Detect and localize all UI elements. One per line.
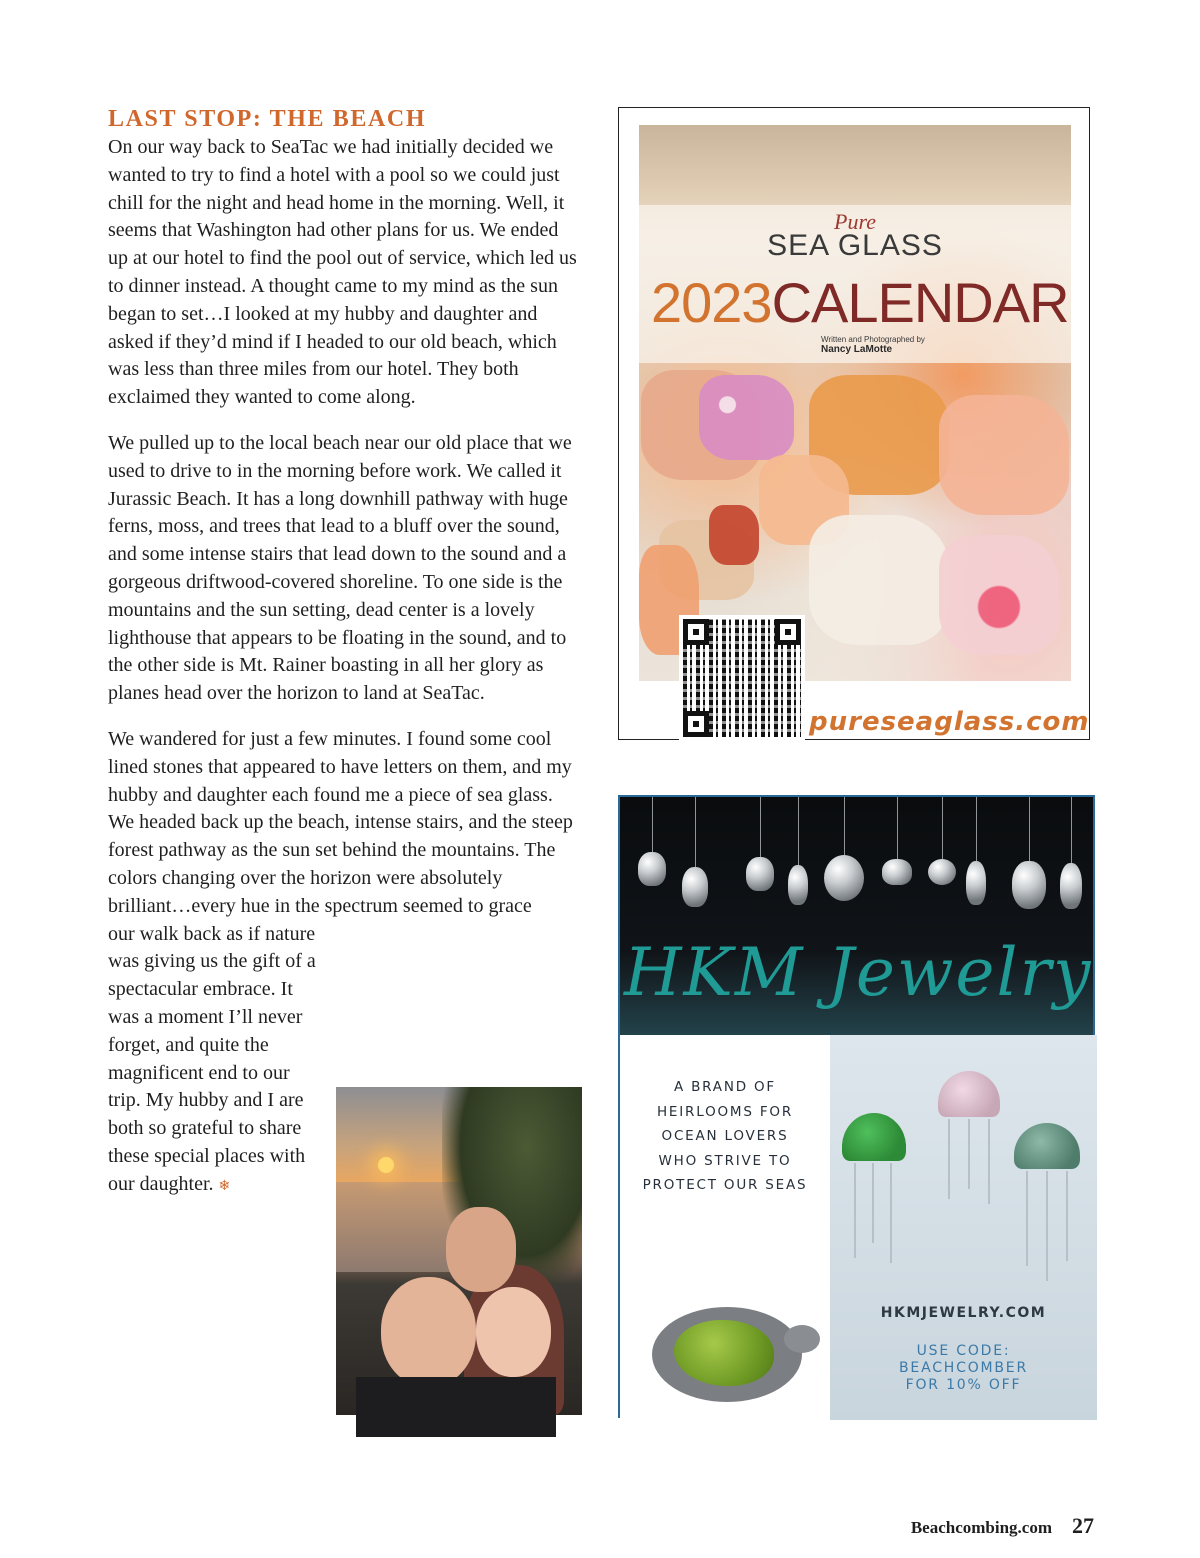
shell-pendant-icon [928, 797, 956, 885]
end-of-article-icon: ❄ [218, 1178, 231, 1194]
sea-glass-piece [939, 395, 1069, 515]
hkm-jellyfish-panel [830, 1035, 1097, 1420]
tagline-line: OCEAN LOVERS [661, 1128, 789, 1144]
section-heading: LAST STOP: THE BEACH [108, 106, 427, 132]
hkm-header-panel [620, 797, 1093, 1035]
tagline-line: HEIRLOOMS FOR [656, 1103, 793, 1120]
photo-face [446, 1207, 516, 1292]
hkm-promo-code [830, 1343, 1097, 1394]
article-paragraph-wrapped [108, 921, 323, 1201]
shell-pendant-icon [1012, 797, 1046, 909]
promo-line: BEACHCOMBER [899, 1360, 1028, 1376]
photo-face [381, 1277, 476, 1387]
shell-pendant-icon [682, 797, 708, 907]
sea-glass-piece [699, 375, 794, 460]
article-paragraph: We pulled up to the local beach near our old place that we used to drive to in the morning before work. We called it Jurassic Beach. It has a long downhill pathway with huge ferns, moss, and trees that lead to a bluff over the sound, and some intense stairs that lead down to the sound and a gorgeous driftwood-covered shoreline. To one side is the mountains and the sun setting, dead center is a lovely lighthouse that appears to be floating in the sound, and to the other side is Mt. Rainer boasting in all her glory as planes head over the horizon to land at SeaTac. [108, 431, 572, 705]
brand-script: Pure [834, 209, 876, 234]
qr-finder-icon [683, 711, 709, 737]
qr-finder-icon [775, 619, 801, 645]
sea-glass-piece [809, 515, 949, 645]
calendar-year: 2023 [651, 271, 772, 334]
turtle-pendant-icon [634, 1275, 824, 1415]
tagline-line: A BRAND OF [673, 1079, 777, 1095]
calendar-cover-image [639, 125, 1090, 737]
shell-pendant-icon [966, 797, 986, 905]
jellyfish-pendant-icon [1014, 1123, 1080, 1283]
shell-pendant-icon [746, 797, 774, 891]
article-paragraph: On our way back to SeaTac we had initially decided we wanted to try to find a hotel with a pool so we could just chill for the night and head home in the morning. Well, it seems that Washington had other plans for us. We ended up at our hotel to find the pool out of service, which led us to dinner instead. A thought came to my mind as the sun began to set…I looked at my hubby and daughter and asked if they’d mind if I headed to our old beach, which was less than three miles from our hotel. They both exclaimed they wanted to come along. [108, 136, 577, 409]
photo-face [476, 1287, 551, 1377]
hkm-tagline-panel [620, 1035, 830, 1420]
calendar-title [651, 273, 1069, 333]
page-footer [911, 1513, 1094, 1539]
brand-name: SEA GLASS [767, 229, 943, 262]
hkm-website-link[interactable]: HKMJEWELRY.COM [880, 1305, 1047, 1321]
article-paragraph-text: our walk back as if nature was giving us the gift of a spectacular embrace. It was a moment I’ll never forget, and quite the magnificent end to our trip. My hubby and I are both so grateful to share these special places with our daughter. [108, 922, 316, 1195]
promo-line: FOR 10% OFF [905, 1377, 1022, 1393]
footer-site-name: Beachcombing.com [910, 1518, 1052, 1537]
promo-line: USE CODE: [916, 1343, 1011, 1359]
page-number: 27 [1072, 1513, 1094, 1538]
shell-pendant-icon [788, 797, 808, 905]
qr-finder-icon [683, 619, 709, 645]
article-column [108, 104, 583, 1200]
photo-sun [378, 1157, 394, 1173]
calendar-credit-line: Written and Photographed by [821, 335, 925, 344]
shell-pendant-icon [1060, 797, 1082, 909]
calendar-advertisement[interactable] [618, 107, 1090, 740]
sea-glass-piece [709, 505, 759, 565]
calendar-website-link[interactable]: pureseaglass.com [809, 707, 1090, 737]
jellyfish-pendant-icon [842, 1113, 906, 1263]
shell-pendant-icon [638, 797, 666, 886]
sea-glass-piece [939, 535, 1059, 655]
photo-clothing [356, 1377, 556, 1437]
hkm-tagline [620, 1075, 830, 1198]
tagline-line: PROTECT OUR SEAS [642, 1177, 808, 1193]
jellyfish-pendant-icon [938, 1071, 1000, 1231]
hkm-brand-name: HKM Jewelry [624, 934, 1093, 1011]
family-sunset-photo [336, 1087, 582, 1415]
tagline-line: WHO STRIVE TO [658, 1152, 792, 1169]
article-paragraph: We wandered for just a few minutes. I found some cool lined stones that appeared to have letters on them, and my hubby and daughter each found me a piece of sea glass. We headed back up the beach, intense stairs, and the steep forest pathway as the sun set behind the mountains. The colors changing over the horizon were absolutely brilliant…every hue in the spectrum seemed to grace [108, 727, 573, 917]
hkm-jewelry-advertisement[interactable] [618, 795, 1095, 1418]
qr-code-icon[interactable] [679, 615, 805, 741]
shell-pendant-icon [882, 797, 912, 885]
calendar-word: CALENDAR [771, 271, 1069, 334]
shell-pendant-icon [824, 797, 864, 901]
calendar-credit-name: Nancy LaMotte [821, 344, 893, 355]
